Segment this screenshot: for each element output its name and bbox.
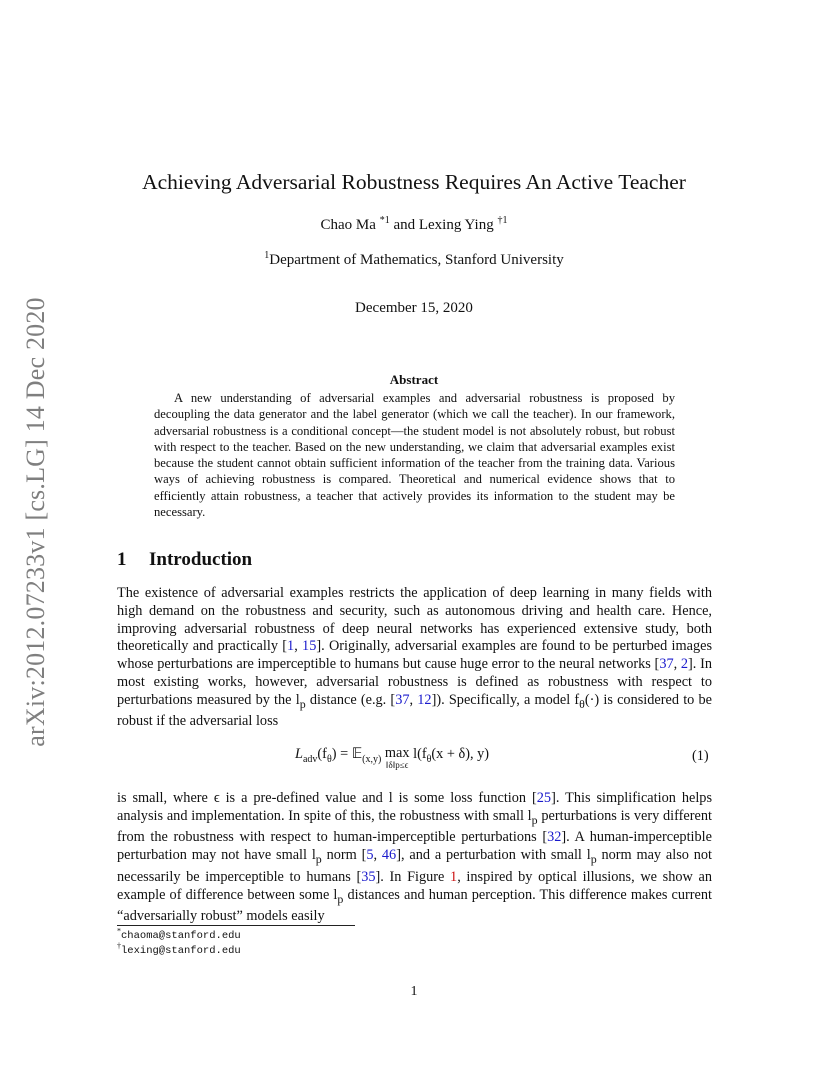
text-run: ], and a perturbation with small l [396,847,591,864]
citation-link[interactable]: 25 [536,790,552,806]
eq-subscript: θ [426,753,432,765]
eq-symbol: (x + δ), y) [431,746,490,762]
affiliation-mark: 1 [264,250,270,261]
email-address[interactable]: lexing@stanford.edu [121,945,241,957]
author-line [0,217,828,234]
author2-footnote-mark[interactable]: †1 [497,215,508,226]
text-run: perturbations is very different from the robustness with respect to human-imperceptible perturbations [ [117,807,712,846]
citation-link[interactable]: 35 [361,868,376,885]
eq-symbol: (f [317,746,327,762]
text-run: , [673,656,681,673]
eq-subscript: (x,y) [362,753,382,765]
figure-link[interactable]: 1 [450,868,458,885]
math-subscript: p [299,696,306,711]
arxiv-identifier: arXiv:2012.07233v1 [cs.LG] 14 Dec 2020 [21,297,50,747]
text-run: ]). Specifically, a model f [431,691,580,708]
text-run: , [409,691,418,708]
eq-max-constraint: ‖δ‖p≤ϵ [386,760,409,770]
eq-subscript: adv [302,753,318,765]
abstract-body: A new understanding of adversarial examples and adversarial robustness is proposed by decoupling the data generator and the label generator (which we call the teacher). In our framework, adversarial robustness is a conditional concept—the student model is not absolutely robust, but robust with respect to the teacher. Based on the new understanding, we claim that adversarial examples exist because the student cannot obtain sufficient information of the teacher from the training data. Various ways of achieving robustness is compared. Theoretical and numerical evidence shows that to efficiently attain robustness, a teacher that actively provides its information to the student may be necessary. [154,391,675,520]
author1-footnote-mark[interactable]: *1 [379,215,390,226]
eq-max-label: max [384,745,410,761]
arxiv-sidebar-stamp [16,282,56,762]
paper-title: Achieving Adversarial Robustness Requires An Active Teacher [142,170,686,194]
eq-symbol: l(f [413,746,427,762]
citation-link[interactable]: 37 [659,656,674,673]
footnote-email-1 [117,926,241,942]
text-run: , [373,847,382,864]
footnote-email-2 [117,941,241,957]
math-subscript: p [315,852,322,867]
citation-link[interactable]: 15 [302,638,317,655]
author-chao-ma: Chao Ma [320,217,376,233]
equation-number: (1) [692,748,709,764]
equation-adversarial-loss [295,746,489,770]
eq-symbol: L [295,746,303,762]
citation-link[interactable]: 1 [287,638,295,655]
text-run: ]. In most existing works, however, adversarial robustness is defined as robustness with respect to perturbations measured by the l [117,656,712,708]
text-run: ]. A human-imperceptible perturbation may not have small l [117,829,712,864]
citation-link[interactable]: 2 [680,656,689,673]
footnote-mark: † [117,941,121,951]
text-run: norm may also not necessarily be imperceptible to humans [ [117,847,713,885]
math-subscript: p [531,812,538,827]
section-number: 1 [117,549,127,570]
affiliation: Department of Mathematics, Stanford University [269,252,564,268]
email-address[interactable]: chaoma@stanford.edu [121,930,241,942]
section-heading [117,549,252,571]
intro-paragraph-2 [117,790,712,926]
abstract-heading: Abstract [389,372,439,387]
math-subscript: p [590,852,597,867]
footnote-rule [117,925,355,926]
text-run: is small, where ϵ is a pre-defined value and l is some loss function [ [117,790,537,806]
citation-link[interactable]: 37 [395,691,410,708]
citation-link[interactable]: 5 [366,847,374,864]
citation-link[interactable]: 12 [417,691,432,708]
section-title: Introduction [149,549,253,570]
author-conjunction: and [389,217,419,233]
text-run: , inspired by optical illusions, we show an example of difference between some l [117,868,712,903]
affiliation-line [0,252,828,269]
page-number: 1 [410,984,418,999]
eq-symbol: ) = 𝔼 [331,746,363,762]
text-run: ]. This simplification helps analysis and implementation. In spite of this, the robustness with small l [117,790,713,824]
text-run: norm [ [321,847,367,864]
math-subscript: p [337,891,344,906]
author-lexing-ying: Lexing Ying [418,217,494,233]
eq-max-operator [385,746,410,770]
citation-link[interactable]: 32 [547,829,562,846]
text-run: distances and human perception. This difference makes current “adversarially robust” models easily [117,886,712,925]
intro-paragraph-1 [117,585,712,731]
math-subscript: θ [579,696,585,711]
text-run: ]. Originally, adversarial examples are found to be perturbed images whose perturbations are imperceptible to humans but cause huge error to the neural networks [ [117,638,713,673]
text-run: The existence of adversarial examples restricts the application of deep learning in many fields with high demand on the robustness and security, such as autonomous driving and health care. Hence, improving adversarial robustness of deep neural networks has experienced extensive study, both theoretically and practically [ [117,585,712,655]
publication-date: December 15, 2020 [355,300,473,316]
citation-link[interactable]: 46 [381,847,397,864]
text-run: ]. In Figure [375,868,451,885]
text-run: distance (e.g. [ [305,691,396,708]
text-run: (·) is considered to be robust if the adversarial loss [117,691,712,730]
text-run: , [294,638,303,655]
eq-subscript: θ [326,753,332,765]
footnote-mark: * [117,926,121,936]
